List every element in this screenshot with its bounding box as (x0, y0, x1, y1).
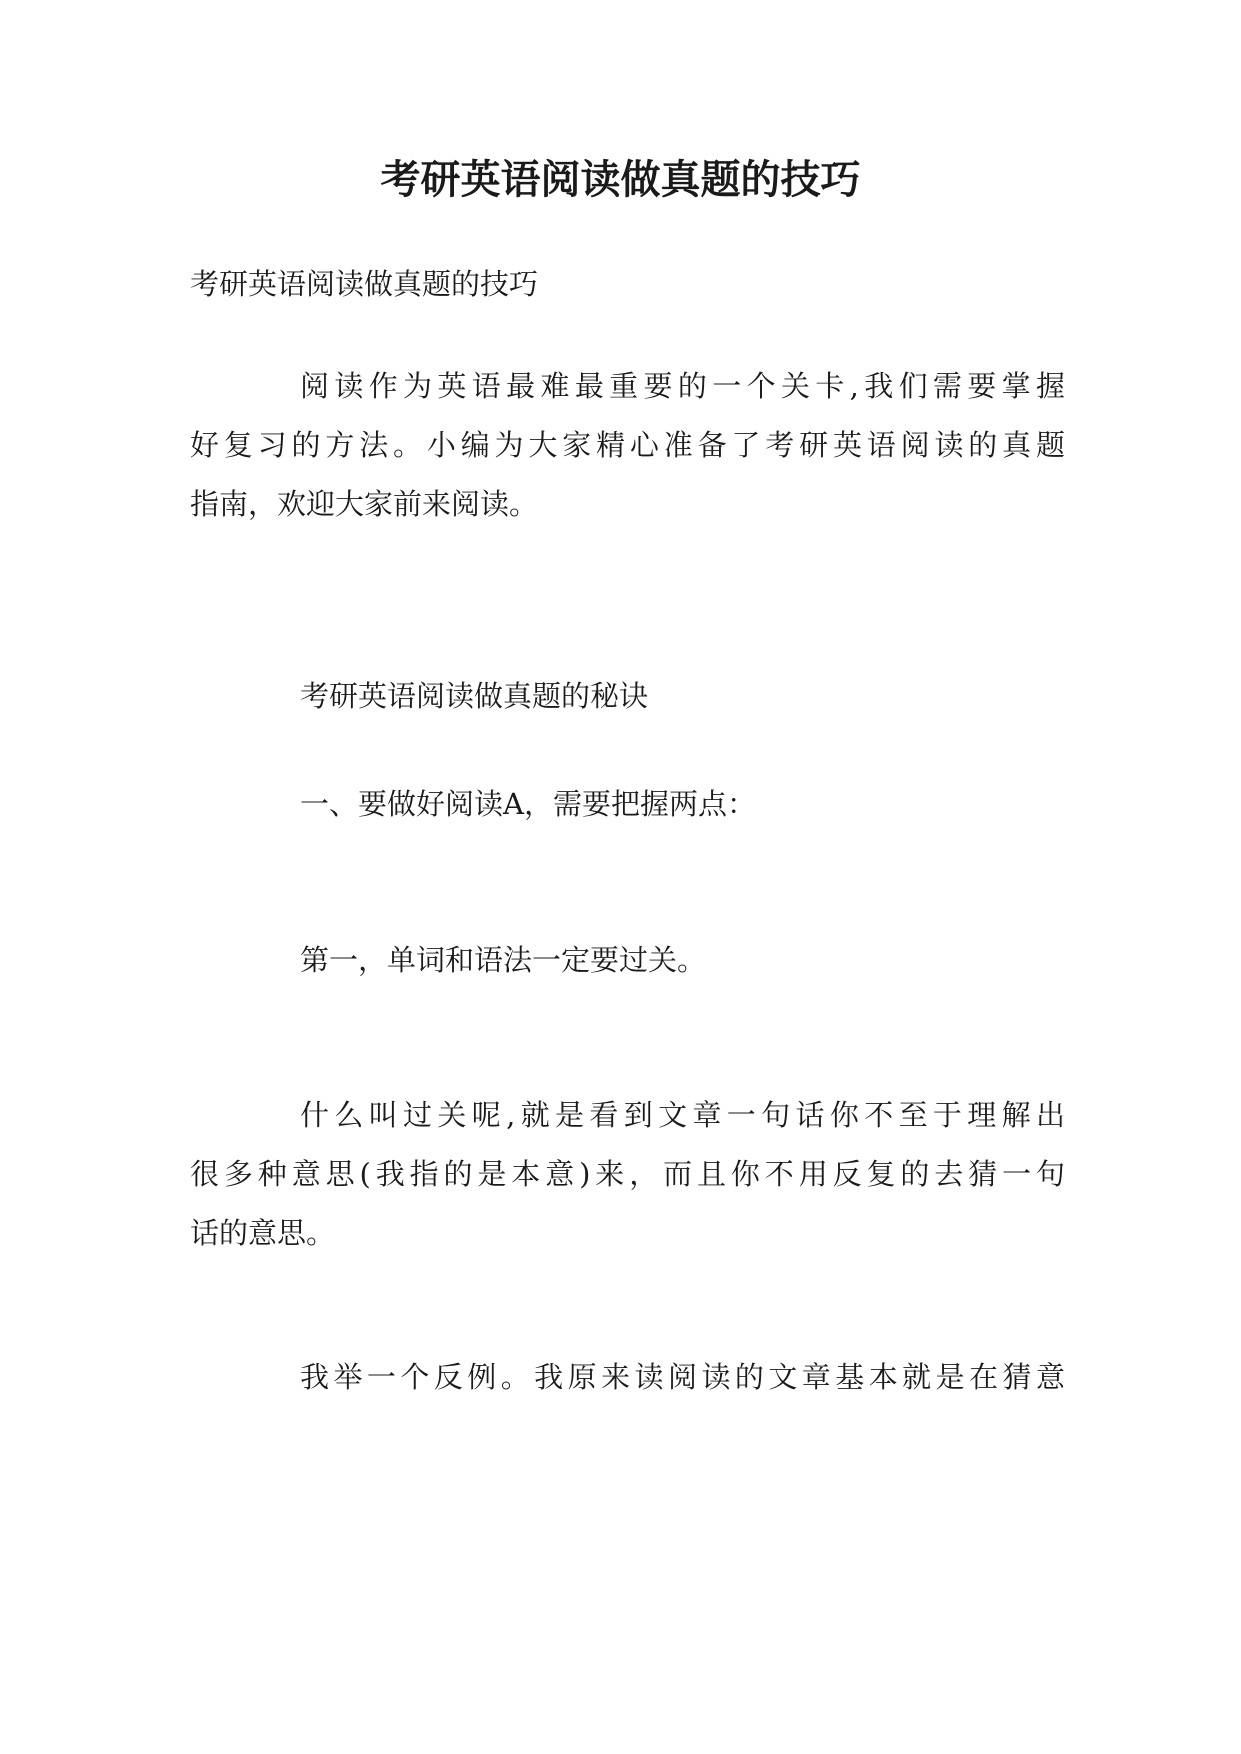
explanation-line: 什么叫过关呢,就是看到文章一句话你不至于理解出 (300, 1098, 1065, 1132)
intro-line: 好复习的方法。小编为大家精心准备了考研英语阅读的真题 (190, 428, 1065, 462)
first-point: 第一，单词和语法一定要过关。 (300, 943, 707, 977)
document-subtitle: 考研英语阅读做真题的技巧 (190, 267, 539, 301)
section-heading: 考研英语阅读做真题的秘诀 (300, 679, 649, 713)
intro-line: 指南，欢迎大家前来阅读。 (190, 487, 539, 521)
explanation-paragraph (190, 1086, 1065, 1263)
explanation-line: 很多种意思(我指的是本意)来，而且你不用反复的去猜一句 (190, 1157, 1065, 1191)
explanation-line: 话的意思。 (190, 1216, 336, 1250)
intro-paragraph (190, 357, 1065, 534)
point-one: 一、要做好阅读A，需要把握两点： (300, 787, 756, 821)
example-paragraph (190, 1348, 1065, 1407)
example-line: 我举一个反例。我原来读阅读的文章基本就是在猜意 (300, 1360, 1065, 1394)
document-title: 考研英语阅读做真题的技巧 (380, 156, 861, 203)
intro-line: 阅读作为英语最难最重要的一个关卡,我们需要掌握 (300, 369, 1065, 403)
